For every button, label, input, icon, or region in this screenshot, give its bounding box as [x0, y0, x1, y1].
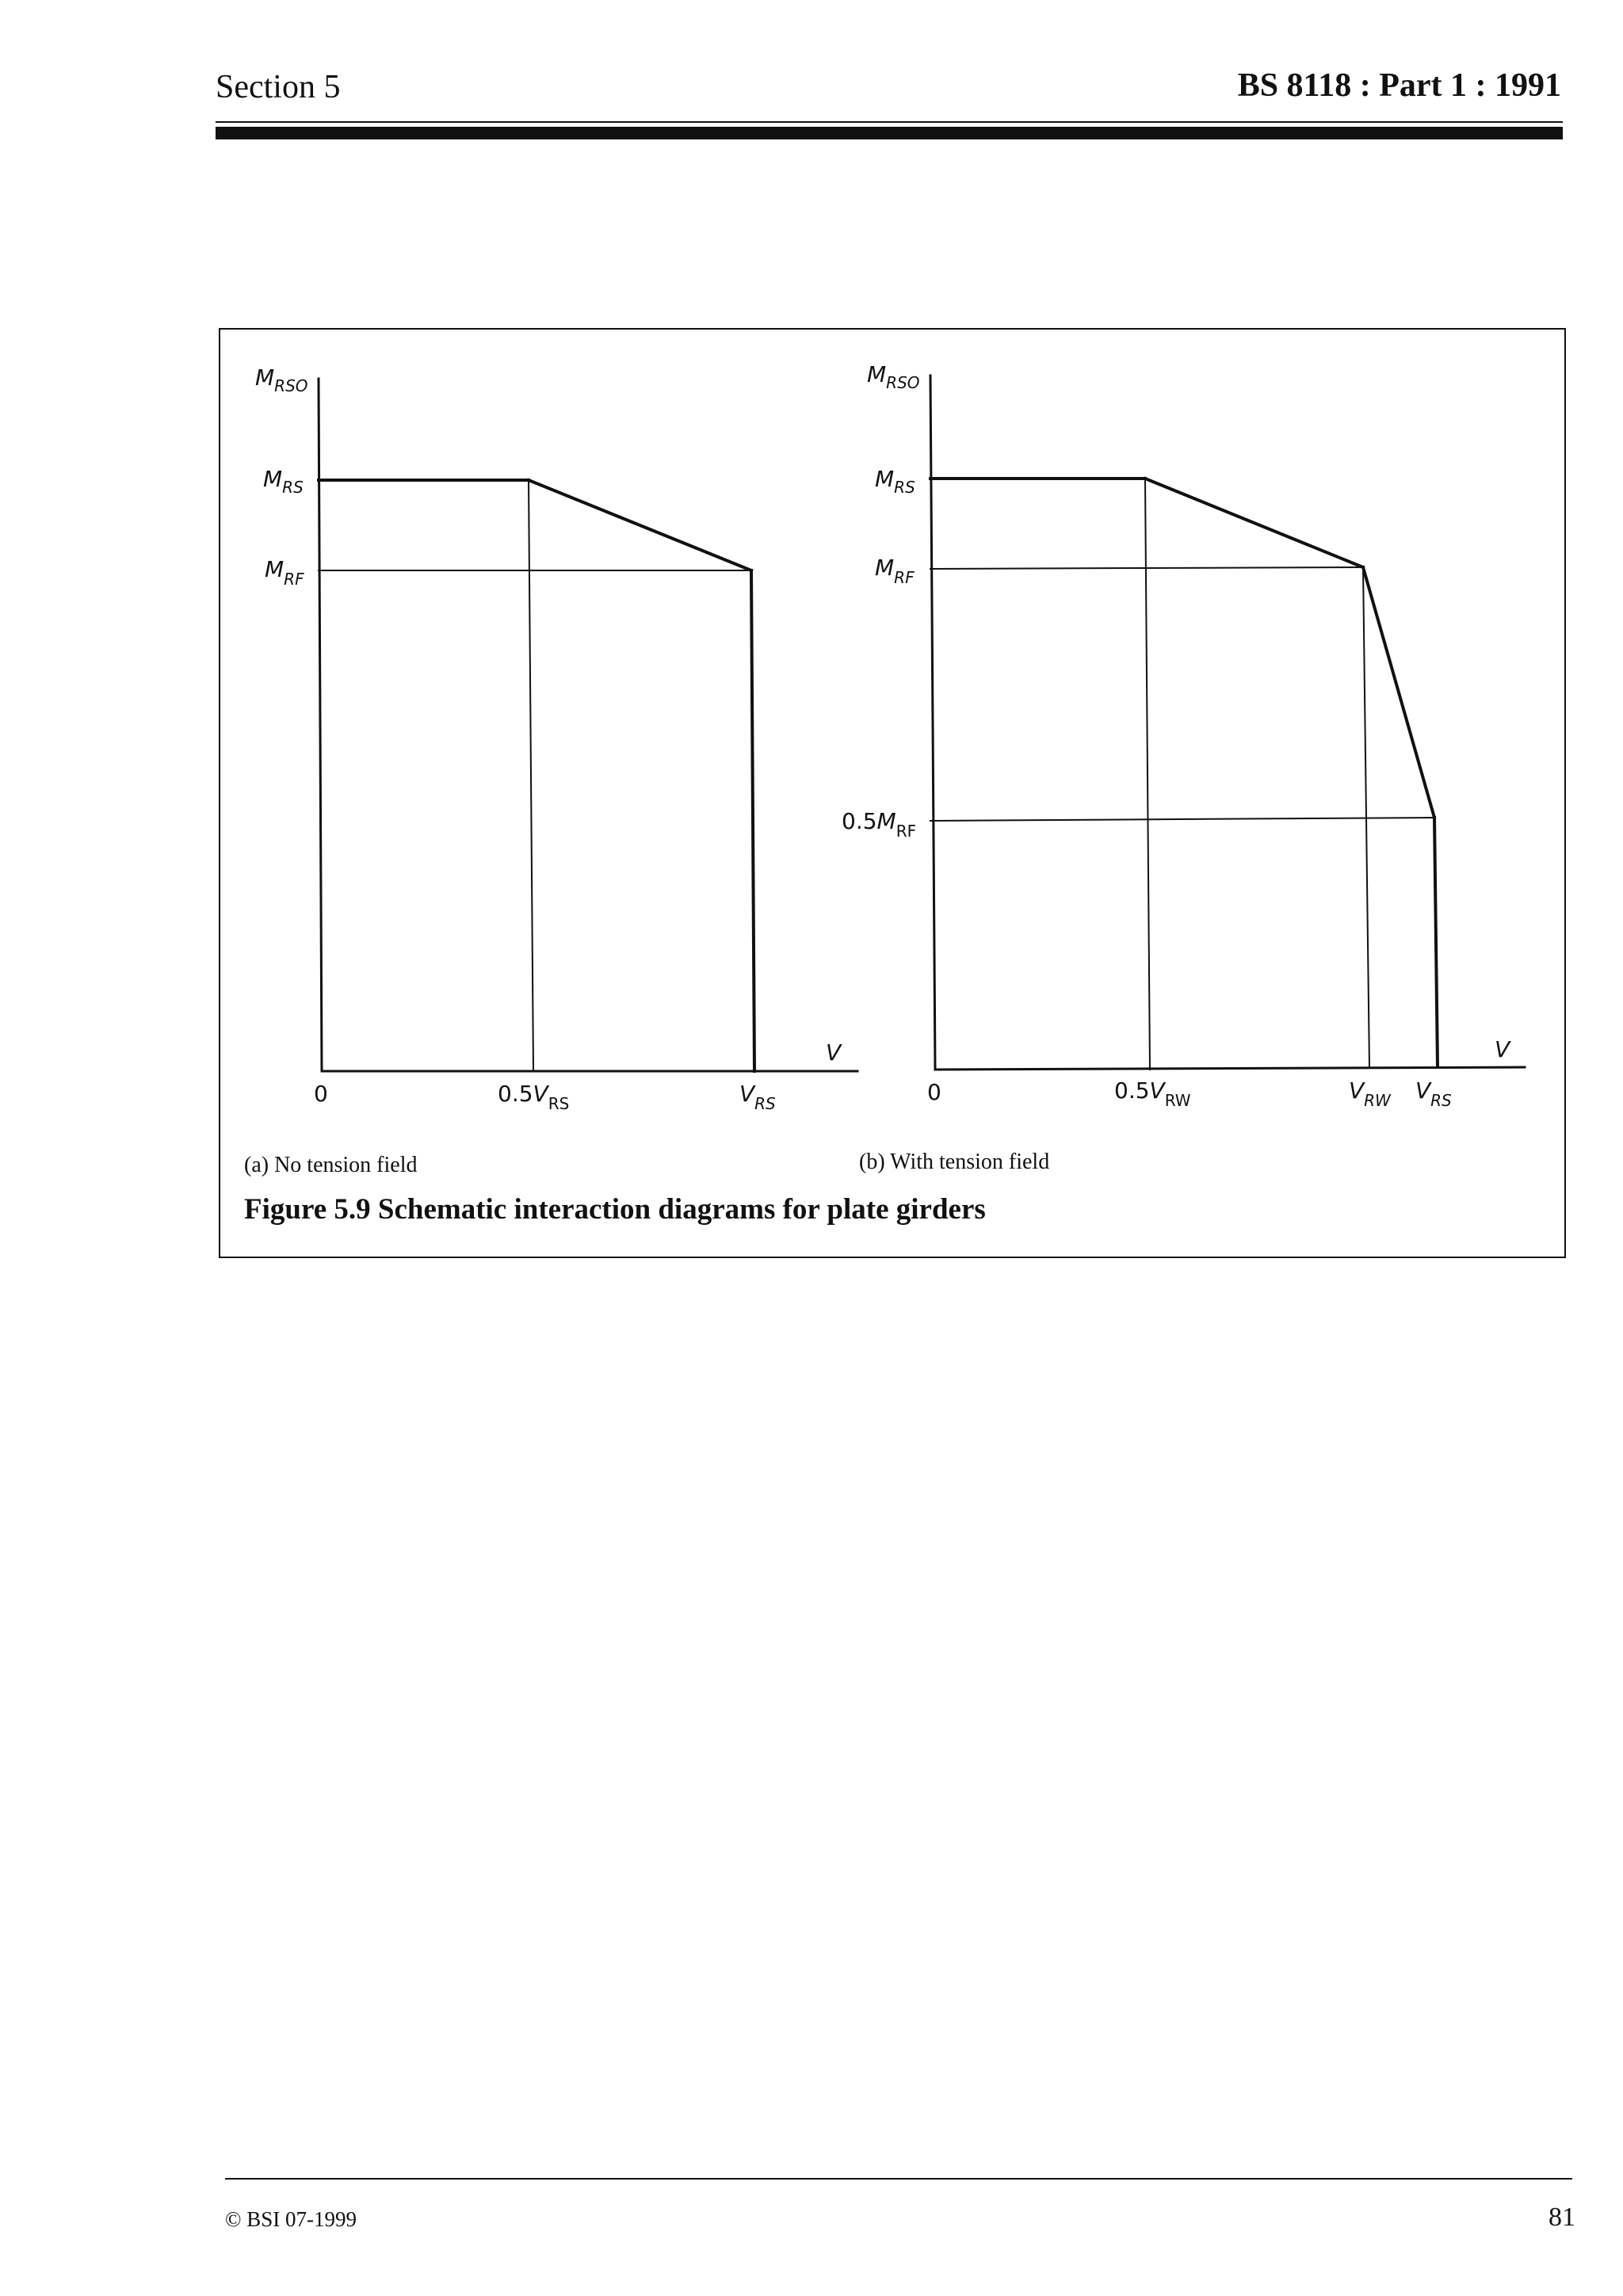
panel-b-sloped-segment-2: [1363, 567, 1434, 818]
panel-b-mrf-line: [930, 567, 1363, 569]
panel-a-caption: (a) No tension field: [244, 1153, 418, 1177]
panel-a-axis-v: V: [826, 1039, 842, 1066]
panel-b-axis-v: V: [1495, 1036, 1510, 1062]
panel-b-half-mrf-line: [930, 818, 1434, 821]
panel-a-label-half-vrs: $0.5V_{RS}$: [498, 1081, 570, 1113]
panel-b-half-vrw-line: [1145, 479, 1150, 1070]
panel-a-diagram: [319, 379, 857, 1071]
panel-b-label-half-vrw: $0.5V_{RW}$: [1114, 1077, 1191, 1110]
panel-b-label-mrso: $M_{RSO}$: [867, 361, 920, 392]
panel-b-label-vrw: $V_{RW}$: [1349, 1077, 1391, 1110]
panel-b-sloped-segment-1: [1145, 479, 1363, 567]
panel-a-label-mrs: $M_{RS}$: [263, 466, 304, 497]
panel-b-vrs-line: [1434, 818, 1438, 1067]
panel-a-sloped-segment: [529, 480, 751, 570]
standard-reference: BS 8118 : Part 1 : 1991: [1237, 67, 1561, 104]
panel-b-label-vrs: $V_{RS}$: [1415, 1077, 1452, 1110]
panel-b-label-mrf: $M_{RF}$: [875, 555, 915, 587]
panel-b-label-half-mrf: $0.5M_{RF}$: [842, 808, 917, 841]
panel-a-half-vrs-line: [529, 480, 533, 1071]
panel-b-caption: (b) With tension field: [859, 1150, 1050, 1174]
panel-a-label-mrso: $M_{RSO}$: [255, 364, 308, 395]
panel-a-y-axis: [319, 379, 322, 1071]
panel-a-label-mrf: $M_{RF}$: [265, 556, 304, 589]
page-number: 81: [1549, 2203, 1575, 2232]
panel-b-diagram: [930, 376, 1525, 1070]
copyright-notice: © BSI 07-1999: [225, 2207, 357, 2231]
panel-a-label-origin: 0: [314, 1081, 328, 1107]
footer-rule: [225, 2178, 1572, 2180]
panel-b-label-mrs: $M_{RS}$: [875, 466, 915, 497]
panel-a-vrs-line: [751, 570, 754, 1071]
panel-a-label-vrs: $V_{RS}$: [739, 1081, 776, 1113]
section-label: Section 5: [216, 69, 341, 105]
panel-b-label-origin: 0: [927, 1079, 941, 1105]
figure-title: Figure 5.9 Schematic interaction diagrams for plate girders: [244, 1193, 986, 1226]
